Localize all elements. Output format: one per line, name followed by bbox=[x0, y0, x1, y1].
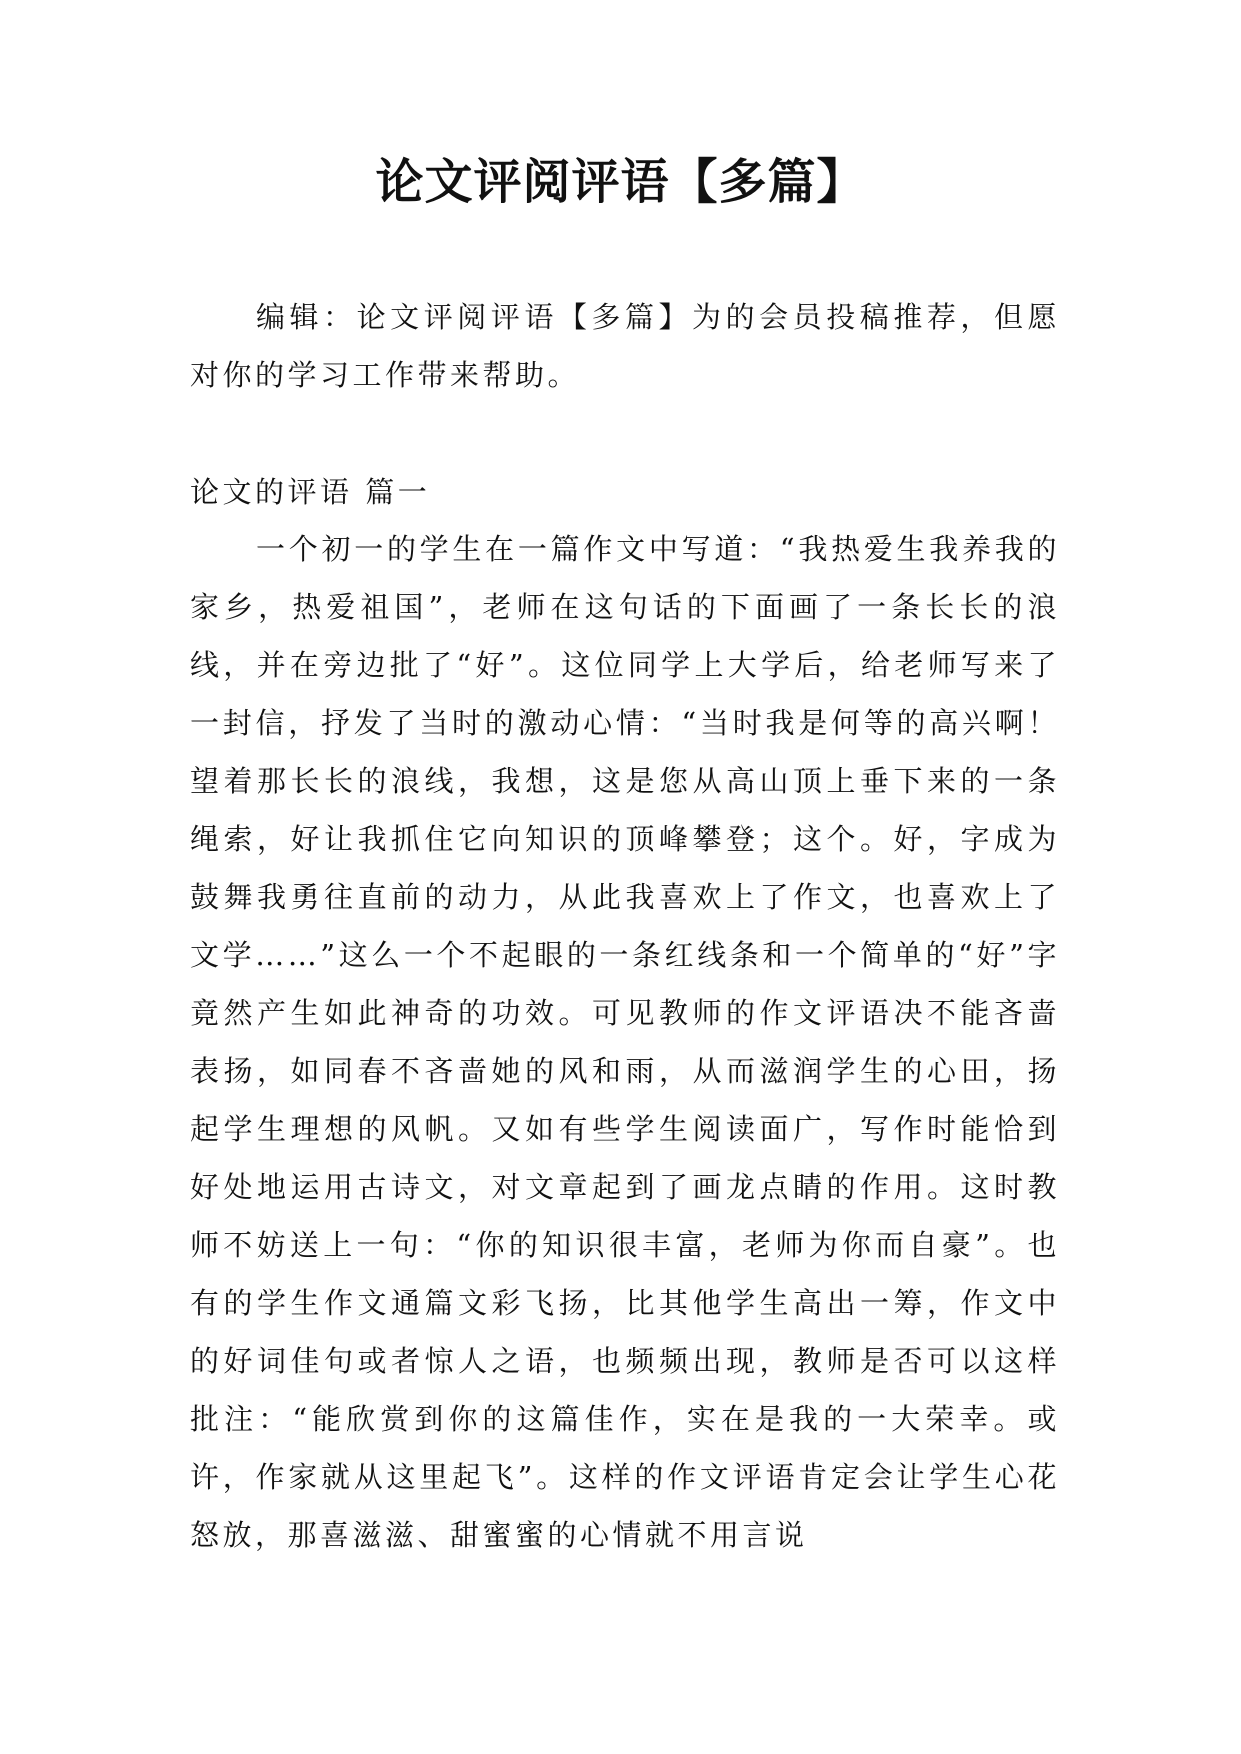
document-title: 论文评阅评语【多篇】 bbox=[375, 154, 866, 210]
section-paragraph: 一个初一的学生在一篇作文中写道：“我热爱生我养我的家乡，热爱祖国”，老师在这句话的下面画了一条长长的浪线，并在旁边批了“好”。这位同学上大学后，给老师写来了一封信，抒发了当时的激动心情：“当时我是何等的高兴啊！望着那长长的浪线，我想，这是您从高山顶上垂下来的一条绳索，好让我抓住它向知识的顶峰攀登；这个。好，字成为鼓舞我勇往直前的动力，从此我喜欢上了作文，也喜欢上了文学……”这么一个不起眼的一条红线条和一个简单的“好”字竟然产生如此神奇的功效。可见教师的作文评语决不能吝啬表扬，如同春不吝啬她的风和雨，从而滋润学生的心田，扬起学生理想的风帆。又如有些学生阅读面广，写作时能恰到好处地运用古诗文，对文章起到了画龙点睛的作用。这时教师不妨送上一句：“你的知识很丰富，老师为你而自豪”。也有的学生作文通篇文彩飞扬，比其他学生高出一筹，作文中的好词佳句或者惊人之语，也频频出现，教师是否可以这样批注：“能欣赏到你的这篇佳作，实在是我的一大荣幸。或许，作家就从这里起飞”。这样的作文评语肯定会让学生心花怒放，那喜滋滋、甜蜜蜜的心情就不用言说 bbox=[190, 532, 1060, 1552]
intro-paragraph: 编辑：论文评阅评语【多篇】为的会员投稿推荐，但愿对你的学习工作带来帮助。 bbox=[190, 300, 1060, 392]
section-heading: 论文的评语 篇一 bbox=[190, 475, 431, 509]
